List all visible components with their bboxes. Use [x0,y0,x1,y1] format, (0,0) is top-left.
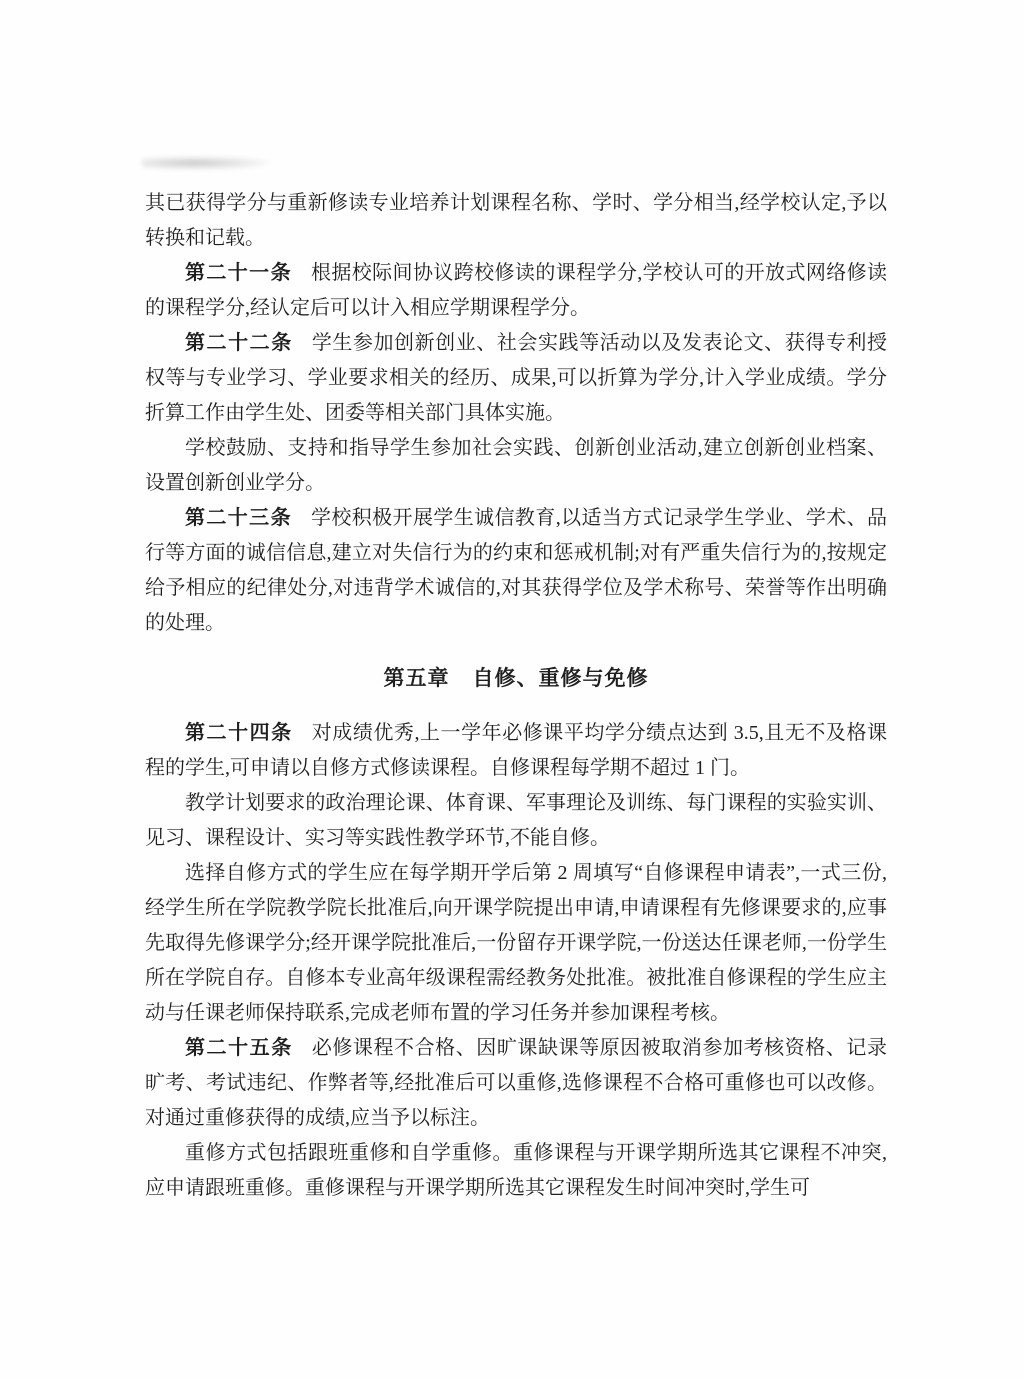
chapter-heading [145,661,887,696]
paragraph-article-22 [145,326,887,431]
scan-artifact [142,156,272,170]
chapter-number: 第五章 [383,667,450,690]
paragraph-text: 学生参加创新创业、社会实践等活动以及发表论文、获得专利授权等与专业学习、学业要求相关的经历、成果,可以折算为学分,计入学业成绩。学分折算工作由学生处、团委等相关部门具体实施。 [145,332,887,424]
paragraph [145,786,887,856]
paragraph-text: 学校鼓励、支持和指导学生参加社会实践、创新创业活动,建立创新创业档案、设置创新创业学分。 [145,437,887,494]
paragraph-text: 必修课程不合格、因旷课缺课等原因被取消参加考核资格、记录旷考、考试违纪、作弊者等,经批准后可以重修,选修课程不合格可重修也可以改修。对通过重修获得的成绩,应当予以标注。 [145,1037,887,1129]
article-number: 第二十三条 [185,507,292,529]
paragraph [145,856,887,1031]
paragraph-text: 重修方式包括跟班重修和自学重修。重修课程与开课学期所选其它课程不冲突,应申请跟班重修。重修课程与开课学期所选其它课程发生时间冲突时,学生可 [145,1142,887,1199]
chapter-title: 自修、重修与免修 [472,667,649,690]
paragraph-article-23 [145,501,887,641]
paragraph-text: 对成绩优秀,上一学年必修课平均学分绩点达到 3.5,且无不及格课程的学生,可申请以自修方式修读课程。自修课程每学期不超过 1 门。 [145,722,888,779]
paragraph [145,431,887,501]
article-number: 第二十二条 [185,332,293,354]
paragraph-continuation-to-next-page [145,1136,887,1206]
paragraph-article-24 [145,716,887,786]
article-number: 第二十四条 [185,722,293,744]
paragraph-article-21 [145,256,887,326]
article-number: 第二十一条 [185,262,292,284]
document-content [145,186,887,1206]
paragraph-text: 其已获得学分与重新修读专业培养计划课程名称、学时、学分相当,经学校认定,予以转换和记载。 [145,192,887,249]
article-number: 第二十五条 [185,1037,293,1059]
paragraph-continuation [145,186,887,256]
paragraph-text: 根据校际间协议跨校修读的课程学分,学校认可的开放式网络修读的课程学分,经认定后可以计入相应学期课程学分。 [145,262,888,319]
paragraph-text: 教学计划要求的政治理论课、体育课、军事理论及训练、每门课程的实验实训、见习、课程设计、实习等实践性教学环节,不能自修。 [145,792,887,849]
paragraph-article-25 [145,1031,887,1136]
paragraph-text: 学校积极开展学生诚信教育,以适当方式记录学生学业、学术、品行等方面的诚信信息,建立对失信行为的约束和惩戒机制;对有严重失信行为的,按规定给予相应的纪律处分,对违背学术诚信的,对其获得学位及学术称号、荣誉等作出明确的处理。 [145,507,888,634]
paragraph-text: 选择自修方式的学生应在每学期开学后第 2 周填写“自修课程申请表”,一式三份,经学生所在学院教学院长批准后,向开课学院提出申请,申请课程有先修课要求的,应事先取得先修课学分;经开课学院批准后,一份留存开课学院,一份送达任课老师,一份学生所在学院自存。自修本专业高年级课程需经教务处批准。被批准自修课程的学生应主动与任课老师保持联系,完成老师布置的学习任务并参加课程考核。 [145,862,887,1024]
